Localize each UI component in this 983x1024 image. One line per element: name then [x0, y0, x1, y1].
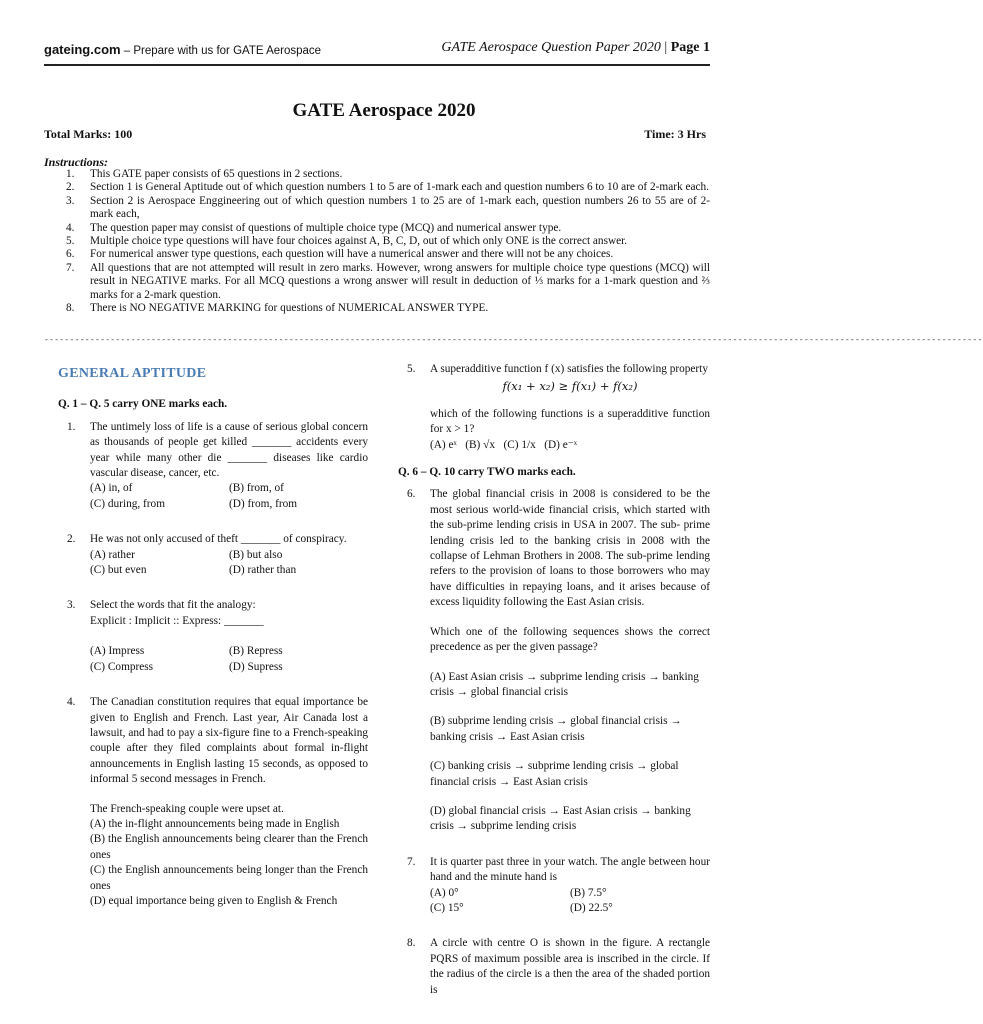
instruction-text: The question paper may consist of questions of multiple choice type (MCQ) and numerical answer type.: [90, 221, 562, 234]
analogy-line: Explicit : Implicit :: Express: _______: [90, 614, 264, 627]
instruction-item: [44, 302, 710, 315]
question-7: [398, 855, 710, 917]
instruction-item: [44, 222, 710, 235]
option-c: (C) Compress: [90, 660, 154, 673]
option-a: (A) East Asian crisis → subprime lending crisis → banking crisis → global financial crisis: [430, 670, 699, 698]
option-c: (C) during, from: [90, 497, 165, 510]
instructions-heading: Instructions:: [44, 155, 109, 169]
instruction-item: [44, 262, 710, 302]
option-d: (D) equal importance being given to English & French: [90, 894, 338, 907]
option-c: (C) the English announcements being longer than the French ones: [90, 864, 368, 892]
instruction-item: [44, 168, 710, 181]
instruction-number: 6.: [66, 248, 75, 261]
instruction-number: 1.: [66, 168, 75, 180]
option-d: (D) Supress: [229, 660, 283, 673]
options: [430, 886, 710, 917]
option-b: (B) Repress: [229, 645, 283, 658]
page-title: GATE Aerospace 2020: [292, 100, 476, 121]
paper-header-title: [441, 40, 710, 56]
question-text-continued: which of the following functions is a superadditive function for x > 1?: [430, 407, 710, 436]
option-b: (B) from, of: [229, 482, 284, 495]
question-number: 8.: [407, 937, 416, 950]
question-passage: The Canadian constitution requires that equal importance be given to English and French. Last year, Air Canada lost a lawsuit, and had to pay a six-figure fine to a French-speaking couple after they filed complaints about formal in-flight announcements in English lasting 15 seconds, as opposed to informal 5 second messages in French.: [90, 696, 368, 786]
instructions-list: [44, 168, 710, 315]
option-b: (B) subprime lending crisis → global financial crisis → banking crisis → East Asian crisis: [430, 715, 682, 743]
option-a: (A) the in-flight announcements being made in English: [90, 817, 340, 830]
question-4: [58, 695, 368, 909]
question-text: A superadditive function f (x) satisfies the following property: [430, 363, 708, 375]
option-a: (A) in, of: [90, 482, 133, 495]
question-5: [398, 362, 710, 453]
instruction-number: 8.: [66, 302, 75, 315]
option-b: (B) 7.5°: [570, 886, 607, 899]
question-number: 6.: [407, 488, 416, 501]
time-allowed: Time: 3 Hrs: [644, 127, 706, 141]
option-a: (A) rather: [90, 548, 135, 561]
site-tagline: – Prepare with us for GATE Aerospace: [120, 45, 322, 57]
option-b: (B) but also: [229, 548, 283, 561]
section-title: GENERAL APTITUDE: [58, 366, 207, 381]
question-stem: Which one of the following sequences shows the correct precedence as per the given passage?: [430, 625, 710, 654]
marks-heading: Q. 1 – Q. 5 carry ONE marks each.: [58, 398, 228, 411]
question-2: [58, 532, 368, 578]
instruction-text: Section 2 is Aerospace Enggineering out of which question numbers 1 to 25 are of 1-mark each, question numbers 26 to 55 are of 2-mark each,: [90, 194, 710, 221]
left-column: [58, 362, 368, 929]
total-marks: Total Marks: 100: [44, 127, 133, 141]
instruction-item: [44, 195, 710, 222]
instruction-text: For numerical answer type questions, each question will have a numerical answer and there will not be any choices.: [90, 248, 614, 261]
question-stem: The French-speaking couple were upset at.: [90, 802, 284, 815]
instruction-text: All questions that are not attempted will result in zero marks. However, wrong answers for multiple choice type questions (MCQ) will result in NEGATIVE marks. For all MCQ questions a wrong answer will result in deduction of ⅓ marks for a 1-mark question and ⅔ marks for a 2-mark question.: [90, 261, 710, 301]
question-text: Select the words that fit the analogy:: [90, 599, 256, 612]
question-6: [398, 487, 710, 834]
instruction-number: 7.: [66, 261, 75, 274]
site-name[interactable]: gateing.com: [44, 42, 121, 57]
right-column: [398, 362, 710, 1018]
page-header: [44, 38, 710, 66]
option-c: (C) banking crisis → subprime lending crisis → global financial crisis → East Asian crisis: [430, 760, 679, 788]
instruction-number: 3.: [66, 194, 75, 207]
question-3: [58, 598, 368, 675]
option-d: (D) rather than: [229, 564, 297, 577]
question-1: [58, 420, 368, 512]
instruction-text: There is NO NEGATIVE MARKING for questions of NUMERICAL ANSWER TYPE.: [90, 302, 489, 315]
question-passage: The global financial crisis in 2008 is considered to be the most serious world-wide financial crisis, which started with the sub-prime lending crisis in USA in 2007. The sub- prime lending crisis led to the banking crisis in 2008 with the collapse of Lehman Brothers in 2008. The sub-prime lending refers to the provision of loans to those borrowers who may have difficulties in repaying loans, and it arises because of excess liquidity following the East Asian crisis.: [430, 488, 710, 609]
question-number: 4.: [67, 696, 76, 709]
options: [90, 644, 368, 675]
paper-title: GATE Aerospace Question Paper 2020: [441, 40, 661, 55]
option-a: (A) 0°: [430, 886, 459, 899]
options: [90, 481, 368, 512]
options: (A) eˣ (B) √x (C) 1/x (D) e⁻ˣ: [430, 438, 578, 451]
question-number: 1.: [67, 420, 76, 433]
question-text: A circle with centre O is shown in the figure. A rectangle PQRS of maximum possible area is inscribed in the circle. If the radius of the circle is a then the area of the shaded portion is: [430, 937, 710, 996]
question-text: The untimely loss of life is a cause of serious global concern as thousands of people get killed _______ accidents every year while many other die _______ diseases like cardio vascular disease, cancer, etc.: [90, 420, 368, 480]
question-text: It is quarter past three in your watch. The angle between hour hand and the minute hand is: [430, 855, 710, 884]
site-branding: [44, 42, 321, 57]
option-c: (C) but even: [90, 564, 147, 577]
page-number: Page 1: [670, 40, 710, 55]
instruction-text: This GATE paper consists of 65 questions in 2 sections.: [90, 168, 343, 180]
option-b: (B) the English announcements being clearer than the French ones: [90, 833, 368, 861]
instruction-text: Multiple choice type questions will have four choices against A, B, C, D, out of which only ONE is the correct answer.: [90, 235, 628, 248]
marks-heading: Q. 6 – Q. 10 carry TWO marks each.: [398, 466, 576, 479]
question-number: 5.: [407, 363, 416, 375]
question-8: [398, 936, 710, 998]
option-d: (D) from, from: [229, 497, 298, 510]
question-number: 7.: [407, 855, 416, 868]
option-d: (D) 22.5°: [570, 901, 613, 914]
instruction-number: 4.: [66, 221, 75, 234]
superadditive-formula: f(x₁ + x₂) ≥ f(x₁) + f(x₂): [502, 379, 638, 394]
option-a: (A) Impress: [90, 645, 145, 658]
instruction-item: [44, 235, 710, 248]
section-divider: ----------------------------------------------------------------------------------------------------------------------------------------------------------------------------------------: [44, 336, 983, 345]
instruction-item: [44, 248, 710, 261]
question-text: He was not only accused of theft _______ of conspiracy.: [90, 533, 347, 546]
question-number: 3.: [67, 599, 76, 612]
option-c: (C) 15°: [430, 901, 464, 914]
instruction-text: Section 1 is General Aptitude out of which question numbers 1 to 5 are of 1-mark each and question numbers 6 to 10 are of 2-mark each.: [90, 181, 709, 194]
instruction-number: 2.: [66, 181, 75, 194]
options: [90, 548, 368, 579]
option-d: (D) global financial crisis → East Asian crisis → banking crisis → subprime lending crisis: [430, 804, 691, 833]
instruction-number: 5.: [66, 235, 75, 248]
question-number: 2.: [67, 533, 76, 546]
header-separator: |: [660, 40, 671, 55]
instruction-item: [44, 181, 710, 194]
